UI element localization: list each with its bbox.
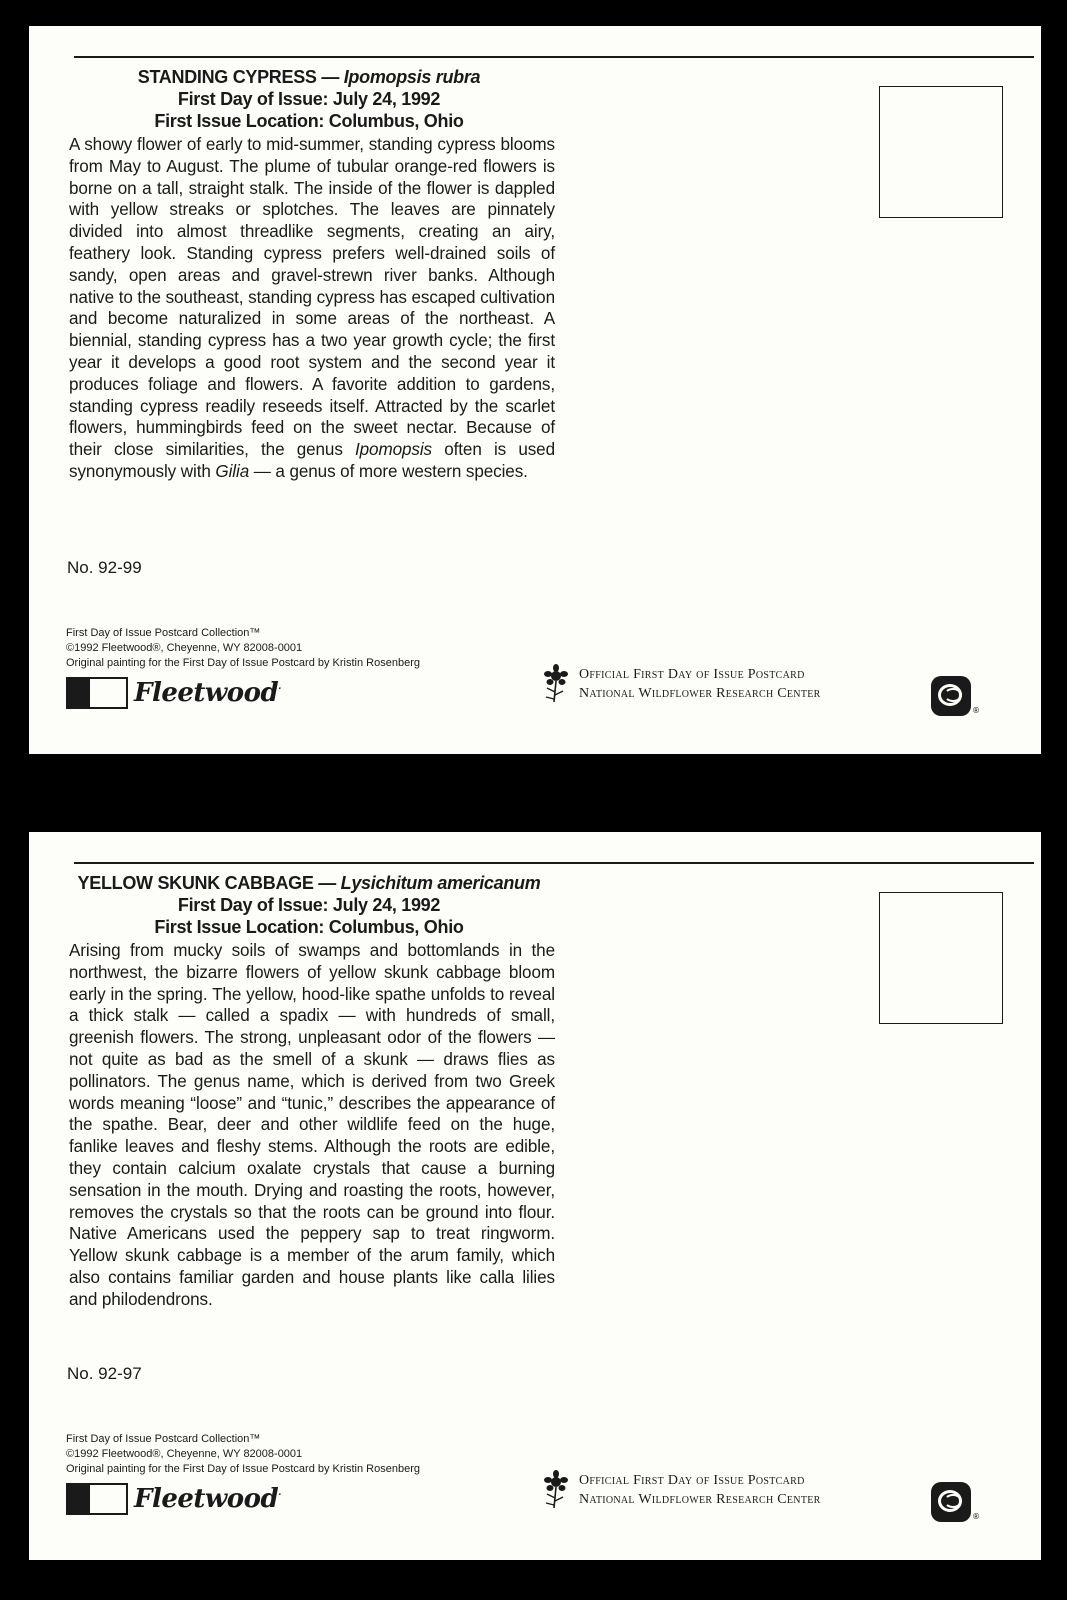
card-title: YELLOW SKUNK CABBAGE — Lysichitum americanum [77, 873, 541, 893]
brand-name: Fleetwood· [134, 678, 281, 708]
registered-mark: ® [972, 706, 980, 715]
card-heading [69, 66, 549, 132]
description-text: A showy flower of early to mid-summer, standing cypress blooms from May to August. The plume of tubular orange-red flowers is borne on a tall, straight stalk. The inside of the flower is dappled with yellow streaks or splotches. The leaves are pinnately divided into almost threadlike segments, creating an airy, feathery look. Standing cypress prefers well-drained soils of sandy, open areas and gravel-strewn river banks. Although native to the southeast, standing cypress has escaped cultivation and become naturalized in some areas of the northeast. A biennial, standing cypress has a two year growth cycle; the first year it develops a good root system and the second year it produces foliage and flowers. A favorite addition to gardens, standing cypress readily reseeds itself. Attracted by the scarlet flowers, hummingbirds feed on the sweet nectar. Because of their close similarities, the genus Ipomopsis often is used synonymously with Gilia — a genus of more western species. [69, 135, 555, 481]
official-postcard-mark: Official First Day of Issue Postcard National Wildflower Research Center [541, 1470, 821, 1510]
first-day-of-issue: First Day of Issue: July 24, 1992 [177, 89, 441, 109]
description-text: Arising from mucky soils of swamps and bottomlands in the northwest, the bizarre flowers of yellow skunk cabbage bloom early in the spring. The yellow, hood-like spathe unfolds to reveal a thick stalk — called a spadix — with hundreds of small, greenish flowers. The strong, unpleasant odor of the flowers — not quite as bad as the smell of a skunk — draws flies as pollinators. The genus name, which is derived from two Greek words meaning “loose” and “tunic,” describes the appearance of the spathe. Bear, deer and other wildlife feed on the huge, fanlike leaves and fleshy stems. Although the roots are edible, they contain calcium oxalate crystals that cause a burning sensation in the mouth. Drying and roasting the roots, however, removes the crystals so that the roots can be ground into flour. Native Americans used the peppery sap to treat ringworm. Yellow skunk cabbage is a member of the arum family, which also contains familiar garden and house plants like calla lilies and philodendrons. [69, 941, 555, 1309]
credits: First Day of Issue Postcard Collection™ ©1992 Fleetwood®, Cheyenne, WY 82008-0001 Original painting for the First Day of Issue Postcard by Kristin Rosenberg [66, 1433, 420, 1475]
catalog-number: No. 92-99 [67, 558, 142, 577]
stamp-placeholder-box [879, 892, 1003, 1024]
official-postcard-mark: Official First Day of Issue Postcard National Wildflower Research Center [541, 664, 821, 704]
first-issue-location: First Issue Location: Columbus, Ohio [154, 111, 464, 131]
postcard-standing-cypress [29, 26, 1041, 754]
first-issue-location: First Issue Location: Columbus, Ohio [154, 917, 464, 937]
fleetwood-box-icon [66, 1483, 128, 1515]
top-rule [74, 56, 1034, 58]
fleetwood-logo [66, 676, 281, 710]
catalog-number: No. 92-97 [67, 1364, 142, 1383]
fleetwood-box-icon [66, 677, 128, 709]
card-title: STANDING CYPRESS — Ipomopsis rubra [137, 67, 481, 87]
usps-eagle-icon [931, 676, 971, 716]
wildflower-icon [541, 1470, 571, 1510]
postcard-yellow-skunk-cabbage [29, 832, 1041, 1560]
usps-eagle-icon [931, 1482, 971, 1522]
top-rule [74, 862, 1034, 864]
first-day-of-issue: First Day of Issue: July 24, 1992 [177, 895, 441, 915]
brand-name: Fleetwood· [134, 1484, 281, 1514]
fleetwood-logo [66, 1482, 281, 1516]
credits: First Day of Issue Postcard Collection™ ©1992 Fleetwood®, Cheyenne, WY 82008-0001 Original painting for the First Day of Issue Postcard by Kristin Rosenberg [66, 627, 420, 669]
card-heading [69, 872, 549, 938]
registered-mark: ® [972, 1512, 980, 1521]
stamp-placeholder-box [879, 86, 1003, 218]
wildflower-icon [541, 664, 571, 704]
